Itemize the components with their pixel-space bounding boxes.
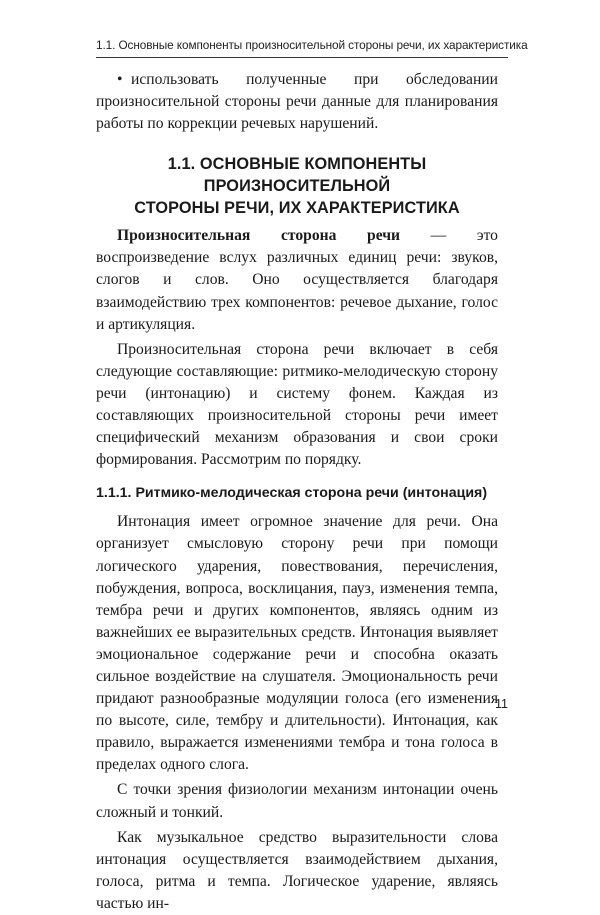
definition-paragraph — [96, 225, 498, 335]
section-heading-line2: СТОРОНЫ РЕЧИ, ИХ ХАРАКТЕРИСТИКА — [134, 199, 460, 218]
bullet-text: использовать полученные при обследовании произносительной стороны речи данные для планирования работы по коррекции речевых нарушений. — [96, 71, 498, 133]
section-heading — [96, 153, 498, 219]
intonation-paragraph: Интонация имеет огромное значение для речи. Она организует смысловую сторону речи при помощи логического ударения, повествования, перечисления, побуждения, вопроса, восклицания, пауз, изменения темпа, тембра речи и других компонентов, являясь одним из важнейших ее выразительных средств. Интонация выявляет эмоциональное содержание речи и способна оказать сильное воздействие на слушателя. Эмоциональность речи придают разнообразные модуляции голоса (его изменения по высоте, силе, тембру и длительности). Интонация, как правило, выражается изменениями тембра и тона голоса в пределах одного слога. — [96, 513, 498, 774]
bullet-marker: • — [117, 71, 123, 88]
definition-text: — это воспроизведение вслух различных единиц речи: звуков, слогов и слов. Оно осуществляется благодаря взаимодействию трех компонентов: речевое дыхание, голос и артикуляция. — [96, 227, 498, 333]
header-rule — [96, 57, 508, 58]
subsection-heading: 1.1.1. Ритмико-мелодическая сторона речи (интонация) — [96, 485, 488, 502]
physiology-paragraph: С точки зрения физиологии механизм интонации очень сложный и тонкий. — [96, 781, 498, 821]
running-head: 1.1. Основные компоненты произносительной стороны речи, их характеристика — [96, 38, 528, 52]
section-heading-line1: 1.1. ОСНОВНЫЕ КОМПОНЕНТЫ ПРОИЗНОСИТЕЛЬНОЙ — [167, 155, 427, 196]
page-body — [96, 69, 498, 915]
bullet-item — [96, 69, 498, 135]
page-number: 11 — [495, 697, 508, 711]
components-paragraph: Произносительная сторона речи включает в себя следующие составляющие: ритмико-мелодическую сторону речи (интонацию) и систему фонем. Каждая из составляющих произносительной стороны речи имеет специфический механизм образования и свои сроки формирования. Рассмотрим по порядку. — [96, 340, 498, 469]
musical-means-paragraph: Как музыкальное средство выразительности слова интонация осуществляется взаимодействием дыхания, голоса, ритма и темпа. Логическое ударение, являясь частью ин- — [96, 828, 498, 912]
definition-term: Произносительная сторона речи — [117, 227, 401, 245]
